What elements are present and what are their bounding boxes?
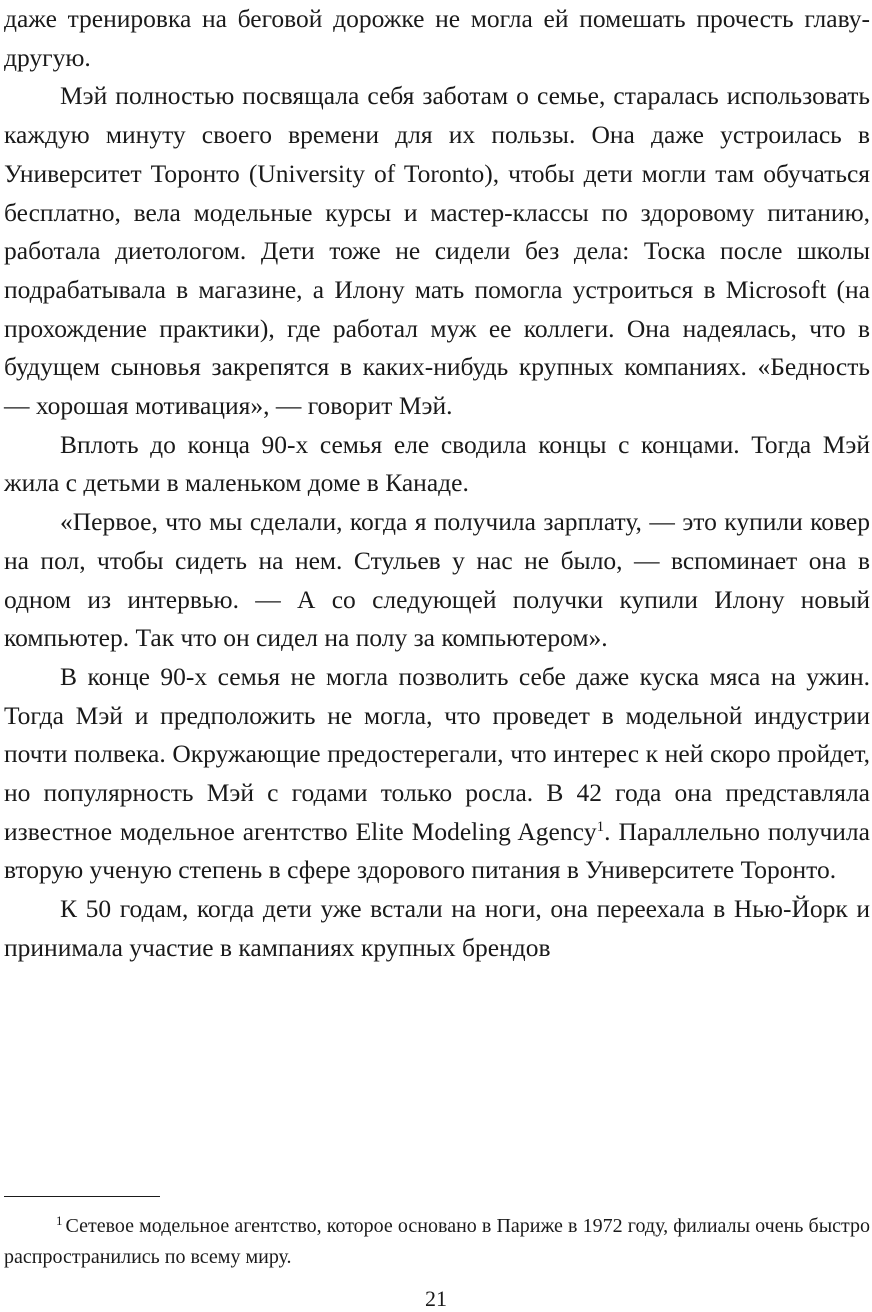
paragraph-5 [4, 658, 870, 890]
paragraph-1: даже тренировка на беговой дорожке не могла ей помешать прочесть главу-другую. [4, 4, 870, 72]
footnote-text: Сетевое модельное агентство, которое основано в Париже в 1972 году, филиалы очень быстро распространились по всему миру. [4, 1215, 870, 1268]
paragraph-6: К 50 годам, когда дети уже встали на ноги, она переехала в Нью-Йорк и принимала участие в кампаниях крупных брендов [4, 894, 870, 962]
paragraph-5-text: В конце 90-х семья не могла позволить себе даже куска мяса на ужин. Тогда Мэй и предположить не могла, что проведет в модельной индустрии почти полвека. Окружающие предостерегали, что интерес к ней скоро пройдет, но популярность Мэй с годами только росла. В 42 года она представляла известное модельное агентство Elite Modeling Agency [4, 661, 870, 846]
footnote-marker: 1 [56, 1213, 63, 1228]
footnote-reference[interactable]: 1 [596, 818, 605, 835]
paragraph-3: Вплоть до конца 90-х семья еле сводила концы с концами. Тогда Мэй жила с детьми в маленьком доме в Канаде. [4, 429, 870, 498]
page-number: 21 [425, 1286, 447, 1311]
footnote [4, 1211, 870, 1273]
paragraph-2: Мэй полностью посвящала себя заботам о семье, старалась использовать каждую минуту своего времени для их пользы. Она даже устроилась в Университет Торонто (University of Toronto), чтобы дети могли там обучаться бесплатно, вела модельные курсы и мастер-классы по здоровому питанию, работала диетологом. Дети тоже не сидели без дела: Тоска после школы подрабатывала в магазине, а Илону мать помогла устроиться в Microsoft (на прохождение практики), где работал муж ее коллеги. Она надеялась, что в будущем сыновья закрепятся в каких-нибудь крупных компаниях. «Бедность — хорошая мотивация», — говорит Мэй. [4, 81, 870, 421]
paragraph-4: «Первое, что мы сделали, когда я получила зарплату, — это купили ковер на пол, чтобы сидеть на нем. Стульев у нас не было, — вспоминает она в одном из интервью. — А со следующей получки купили Илону новый компьютер. Так что он сидел на полу за компьютером». [4, 507, 870, 653]
footnote-divider [4, 1196, 160, 1197]
body-text [4, 0, 870, 968]
paragraph-5-continuation: . Параллельно получила вторую ученую степень в сфере здорового питания в Университете Торонто. [4, 816, 870, 885]
